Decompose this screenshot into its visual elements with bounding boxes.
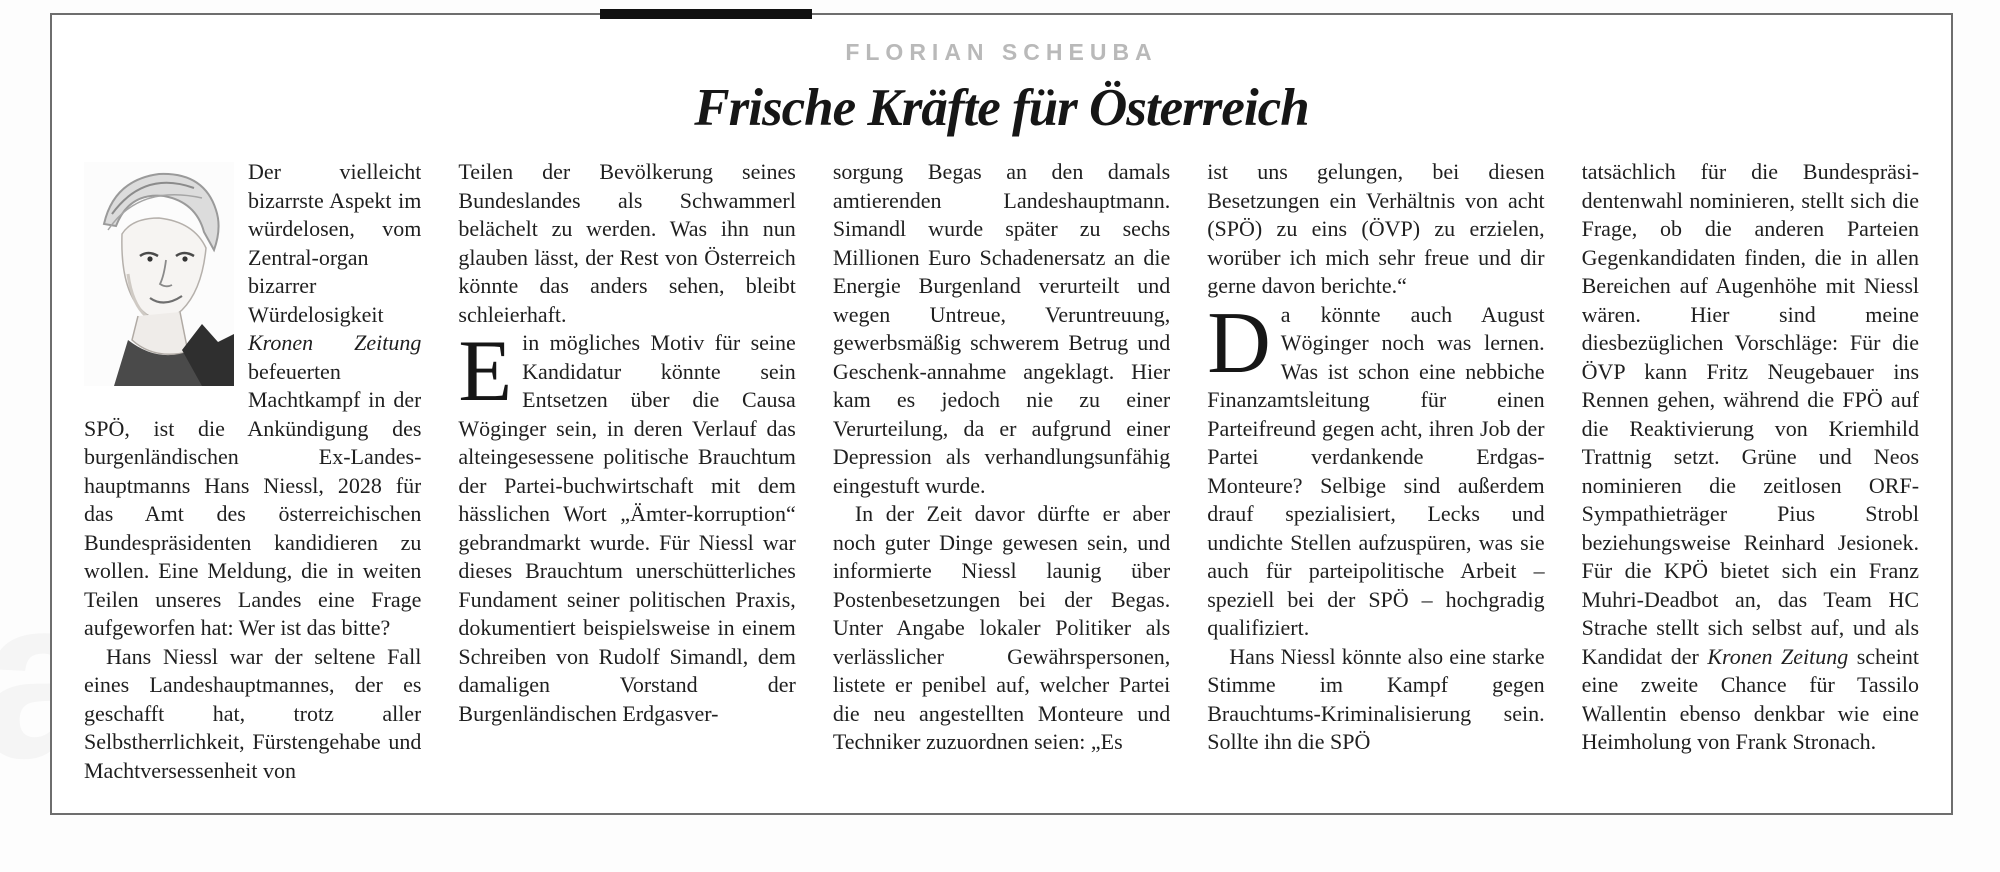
column-2 xyxy=(458,158,795,785)
article-columns xyxy=(52,138,1951,785)
paragraph-text: scheint eine zweite Chance für Tassilo Wallentin ebenso denkbar wie eine Heimholung von Frank Stronach. xyxy=(1581,643,1920,754)
paragraph-text: tatsächlich für die Bundespräsi-dentenwahl nominieren, stellt sich die Frage, ob die anderen Parteien Gegenkandidaten finden, die in allen Bereichen auf Augenhöhe mit Niessl wären. Hier sind meine diesbezüglichen Vorschläge: Für die ÖVP kann Fritz Neugebauer ins Rennen gehen, während die FPÖ auf die Reaktivierung von Kriemhild Trattnig setzt. Grüne und Neos nominieren die zeitlosen ORF-Sympathieträger Pius Strobl beziehungsweise Reinhard Jesionek. Für die KPÖ bietet sich ein Franz Muhri-Deadbot an, das Team HC Strache stellt sich selbst auf, und als Kandidat der xyxy=(1581,159,1920,669)
paragraph xyxy=(1207,643,1544,757)
column-1 xyxy=(84,158,421,785)
paragraph xyxy=(458,323,796,728)
paragraph xyxy=(1207,158,1544,301)
paragraph-text: In der Zeit davor dürfte er aber noch guter Dinge gewesen sein, und informierte Niessl launig über Postenbesetzungen bei der Begas. Unter Angabe lokaler Politiker als verlässlicher Gewährspersonen, listete er penibel auf, welcher Partei die neu angestellten Monteure und Techniker zuzuordnen seien: „Es xyxy=(832,501,1171,754)
paragraph-text: sorgung Begas an den damals amtierenden Landeshauptmann. Simandl wurde später zu sechs Millionen Euro Schadenersatz an die Energie Burgenland verurteilt und wegen Untreue, Veruntreuung, gewerbsmäßig schwerem Betrug und Geschenk-annahme angeklagt. Hier kam es jedoch nie zu einer Verurteilung, da er aufgrund einer Depression als verhandlungsunfähig eingestuft wurde. xyxy=(832,159,1171,498)
author-portrait-sketch xyxy=(84,162,234,386)
paragraph xyxy=(84,158,421,643)
paragraph-text: ist uns gelungen, bei diesen Besetzungen ein Verhältnis von acht (SPÖ) zu eins (ÖVP) zu erzielen, worüber ich mich sehr freue und dir gerne davon berichte.“ xyxy=(1207,159,1545,298)
paragraph-text: Teilen der Bevölkerung seines Bundeslandes als Schwammerl belächelt zu werden. Was ihn nun glauben lässt, der Rest von Österreich könnte das anders sehen, bleibt schleierhaft. xyxy=(458,159,796,327)
paragraph-text-italic: Kronen Zeitung xyxy=(248,330,422,355)
author-kicker: FLORIAN SCHEUBA xyxy=(845,39,1158,65)
column-5 xyxy=(1582,158,1919,785)
paragraph xyxy=(1582,158,1919,757)
paragraph xyxy=(1207,294,1545,643)
column-4 xyxy=(1207,158,1544,785)
article-title: Frische Kräfte für Österreich xyxy=(694,79,1309,137)
drop-cap: D xyxy=(1207,294,1271,392)
paragraph-text: befeuerten Machtkampf in der SPÖ, ist die Ankündigung des burgenländischen Ex-Landes-hauptmanns Hans Niessl, 2028 für das Amt des österreichischen Bundespräsidenten kandidieren zu wollen. Eine Meldung, die in weiten Teilen unseres Landes eine Frage aufgeworfen hat: Wer ist das bitte? xyxy=(84,358,422,640)
paragraph-text-italic: Kronen Zeitung xyxy=(1707,643,1849,669)
paragraph xyxy=(833,158,1170,500)
paragraph-text: a könnte auch August Wöginger noch was lernen. Was ist schon eine nebbiche Finanzamtsleitung für einen Parteifreund gegen acht, ihren Job der Partei verdankende Erdgas-Monteure? Selbige sind außerdem drauf spezialisiert, Lecks und undichte Stellen aufzuspüren, was sie auch für parteipolitische Arbeit – speziell bei der SPÖ – hochgradig qualifiziert. xyxy=(1207,301,1545,640)
paragraph xyxy=(833,500,1170,757)
paragraph-text: Der vielleicht bizarrste Aspekt im würdelosen, vom Zentral-organ bizarrer Würdelosigkeit xyxy=(248,159,422,327)
paragraph-text: Hans Niessl könnte also eine starke Stimme im Kampf gegen Brauchtums-Kriminalisierung sein. Sollte ihn die SPÖ xyxy=(1207,643,1545,754)
paragraph xyxy=(84,643,421,786)
paragraph-text: in mögliches Motiv für seine Kandidatur könnte sein Entsetzen über die Causa Wöginger sein, in deren Verlauf das alteingesessene politische Brauchtum der Partei-buchwirtschaft mit dem hässlichen Wort „Ämter-korruption“ gebrandmarkt wurde. Für Niessl war dieses Brauchtum unerschütterliches Fundament seiner politischen Praxis, dokumentiert beispielsweise in einem Schreiben von Rudolf Simandl, dem damaligen Vorstand der Burgenländischen Erdgasver- xyxy=(458,330,796,726)
article-box xyxy=(50,13,1953,815)
paragraph-text: Hans Niessl war der seltene Fall eines Landeshauptmannes, der es geschafft hat, trotz aller Selbstherrlichkeit, Fürstengehabe und Machtversessenheit von xyxy=(84,643,422,783)
paragraph xyxy=(458,158,795,329)
drop-cap: E xyxy=(458,323,513,420)
top-crop-artifact xyxy=(600,9,812,19)
column-3 xyxy=(833,158,1170,785)
